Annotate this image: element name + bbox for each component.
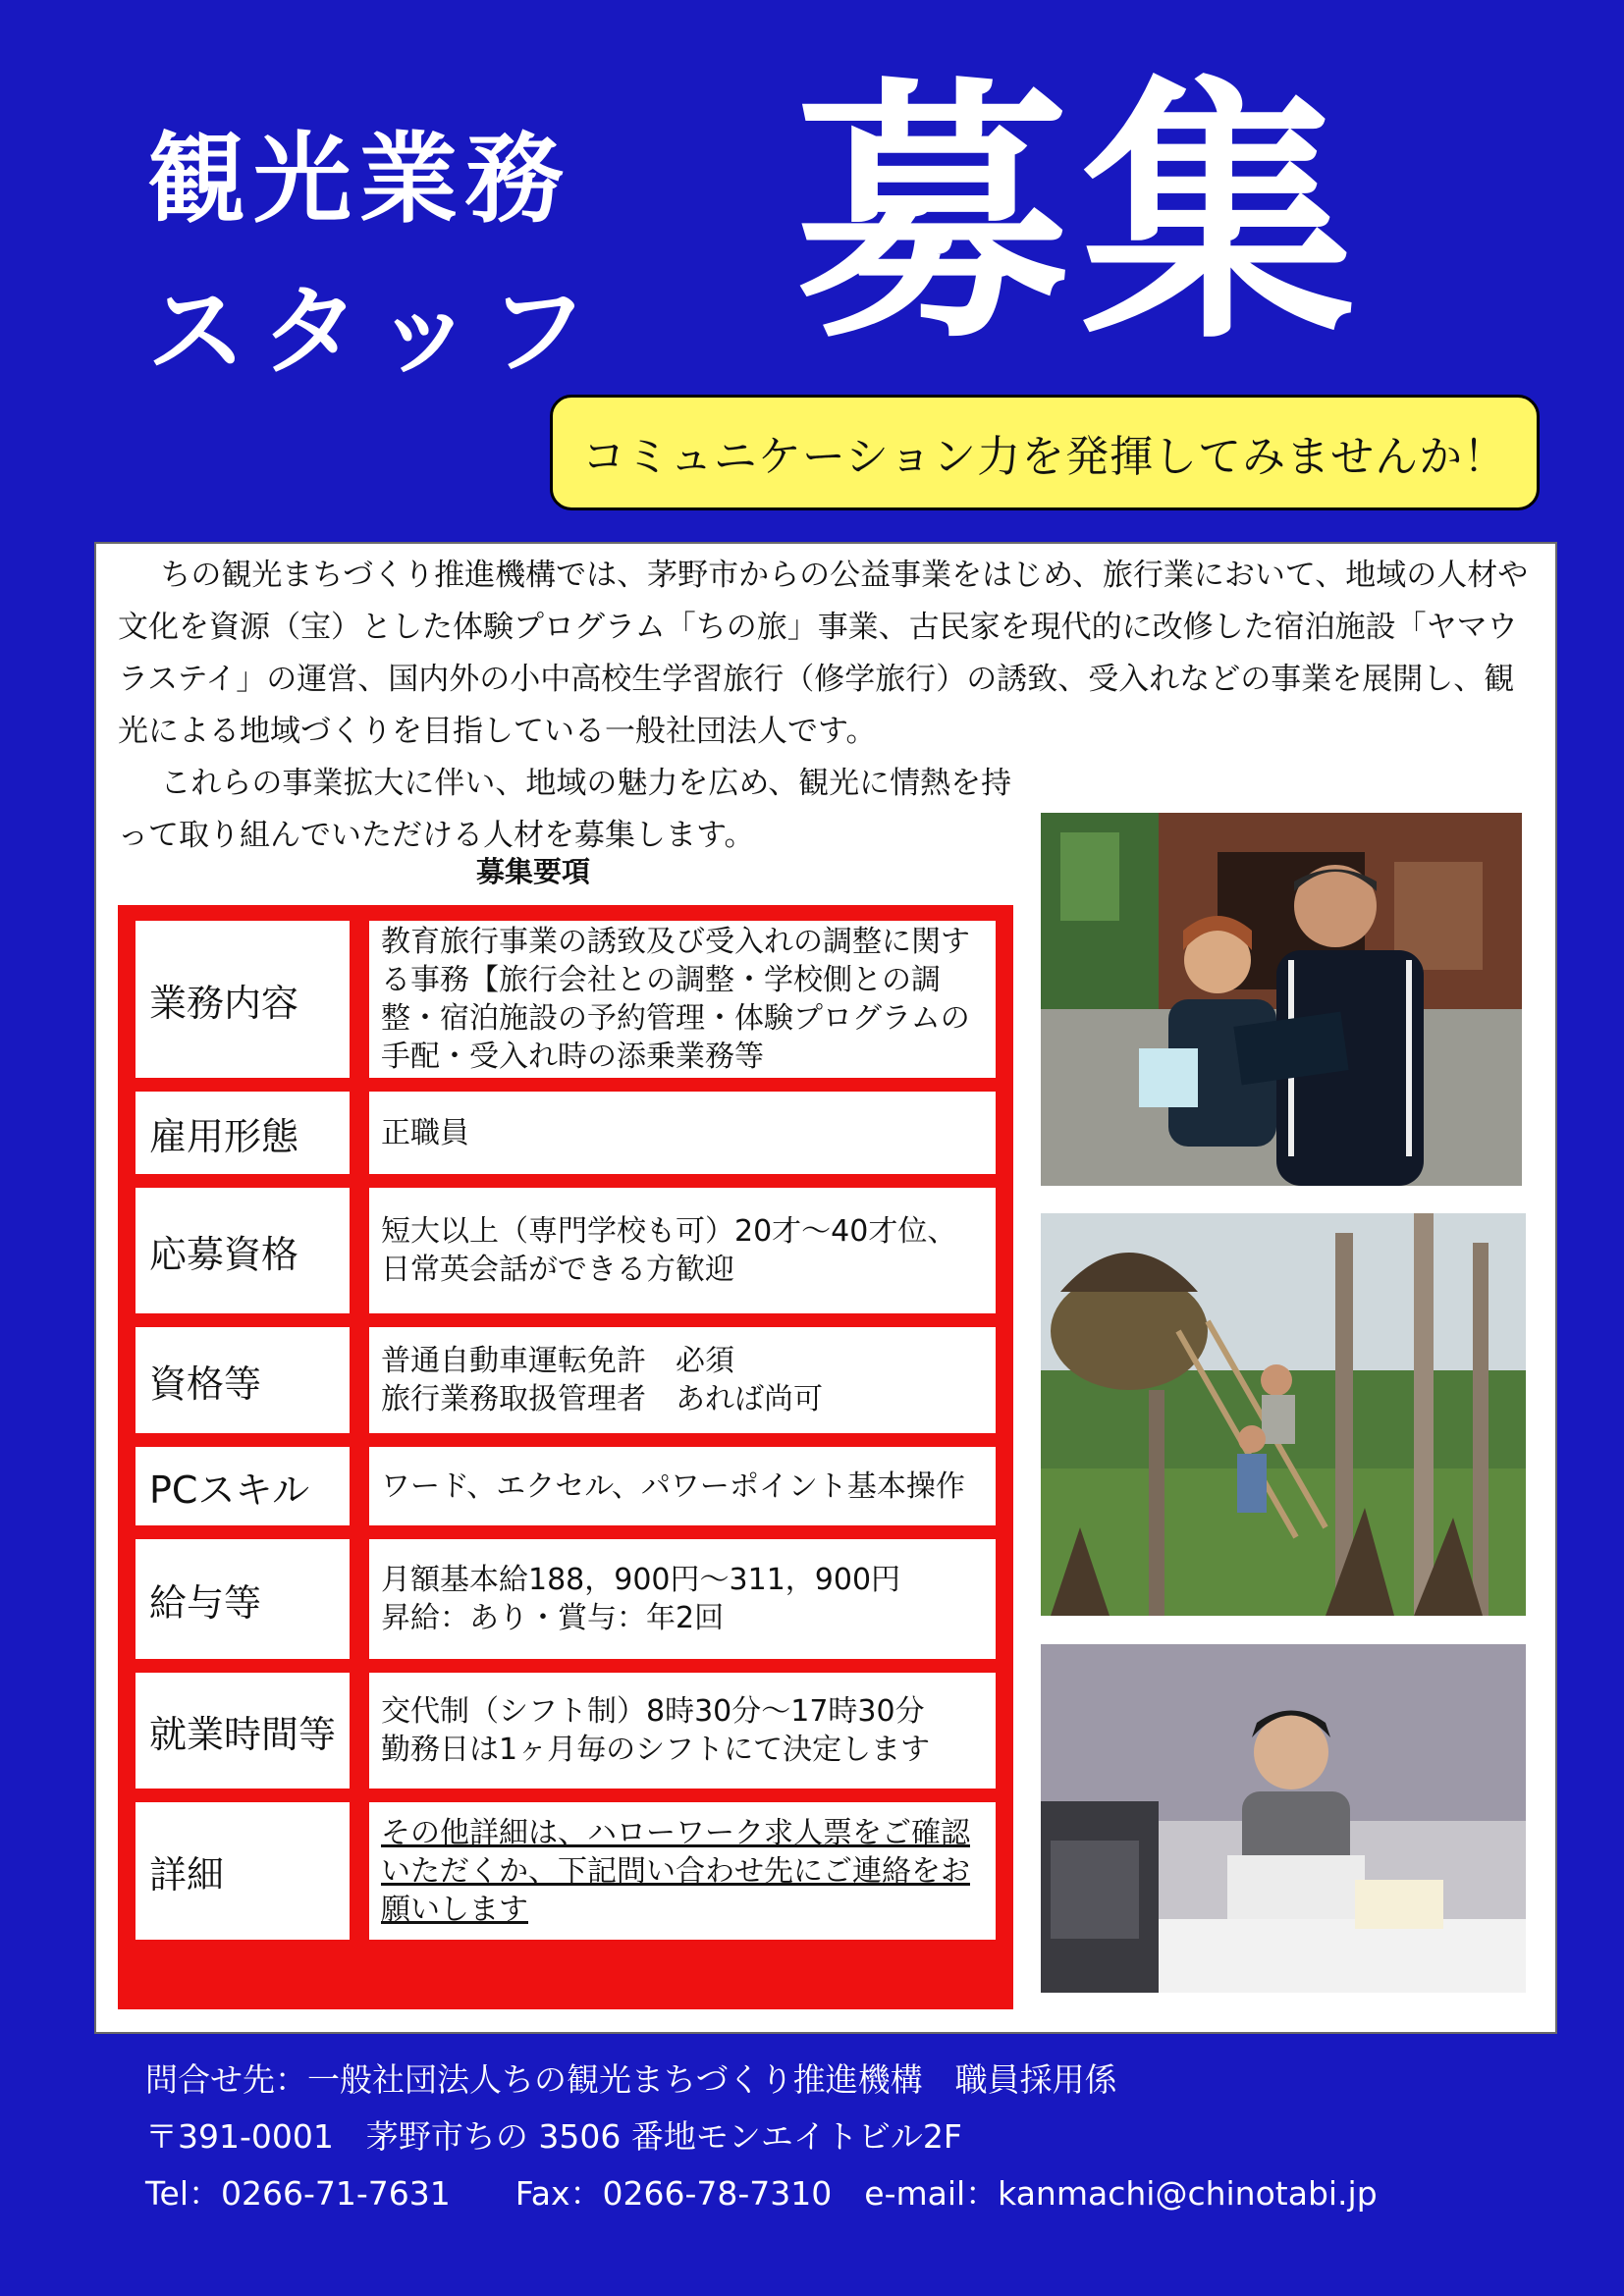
intro-paragraph-2: これらの事業拡大に伴い、地域の魅力を広め、観光に情熱を持って取り組んでいただける人材を募集します。 <box>118 766 1012 853</box>
job-title-line2: スタッフ <box>147 274 603 389</box>
row-value: 短大以上（専門学校も可）20才～40才位、日常英会話ができる方歓迎 <box>369 1188 996 1313</box>
row-value: 交代制（シフト制）8時30分～17時30分 勤務日は1ヶ月毎のシフトにて決定します <box>369 1673 996 1789</box>
table-row <box>135 1092 996 1174</box>
row-label: PCスキル <box>135 1447 350 1525</box>
table-row <box>135 1673 996 1789</box>
row-label: 給与等 <box>135 1539 350 1659</box>
row-label: 資格等 <box>135 1327 350 1433</box>
row-value: 月額基本給188，900円～311，900円 昇給：あり・賞与：年2回 <box>369 1539 996 1659</box>
table-row <box>135 1802 996 1940</box>
row-label: 応募資格 <box>135 1188 350 1313</box>
catchphrase-box <box>550 395 1540 510</box>
job-title-line1: 観光業務 <box>147 122 571 237</box>
row-label: 業務内容 <box>135 921 350 1078</box>
contact-phone-fax-email: Tel：0266-71-7631 Fax：0266-78-7310 e-mail：kanmachi@chinotabi.jp <box>145 2174 1378 2213</box>
row-value: 正職員 <box>369 1092 996 1174</box>
table-row <box>135 1447 996 1525</box>
row-label: 就業時間等 <box>135 1673 350 1789</box>
contact-info <box>145 2052 1378 2222</box>
contact-organization: 問合せ先：一般社団法人ちの観光まちづくり推進機構 職員採用係 <box>145 2060 1117 2099</box>
contact-address: 〒391-0001 茅野市ちの 3506 番地モンエイトビル2F <box>145 2117 962 2156</box>
table-row <box>135 1188 996 1313</box>
job-title <box>147 123 603 388</box>
intro-paragraph-1: ちの観光まちづくり推進機構では、茅野市からの公益事業をはじめ、旅行業において、地域の人材や文化を資源（宝）とした体験プログラム「ちの旅」事業、古民家を現代的に改修した宿泊施設「ヤマウラステイ」の運営、国内外の小中高校生学習旅行（修学旅行）の誘致、受入れなどの事業を展開し、観光による地域づくりを目指している一般社団法人です。 <box>118 558 1529 749</box>
table-row <box>135 921 996 1078</box>
headline: 募集 <box>795 56 1365 376</box>
row-label: 詳細 <box>135 1802 350 1940</box>
row-label: 雇用形態 <box>135 1092 350 1174</box>
row-value: 教育旅行事業の誘致及び受入れの調整に関する事務【旅行会社との調整・学校側との調整・宿泊施設の予約管理・体験プログラムの手配・受入れ時の添乗業務等 <box>369 921 996 1078</box>
catchphrase: コミュニケーション力を発揮してみませんか！ <box>581 432 1508 482</box>
photo-staff-meeting <box>1041 813 1522 1186</box>
table-row <box>135 1327 996 1433</box>
requirements-title: 募集要項 <box>476 855 591 888</box>
row-value: その他詳細は、ハローワーク求人票をご確認いただくか、下記問い合わせ先にご連絡をお願いします <box>369 1802 996 1940</box>
table-row <box>135 1539 996 1659</box>
photo-tree-house <box>1041 1213 1526 1616</box>
photo-presentation <box>1041 1644 1526 1993</box>
row-value: 普通自動車運転免許 必須 旅行業務取扱管理者 あれば尚可 <box>369 1327 996 1433</box>
requirements-table <box>118 905 1013 2009</box>
row-value: ワード、エクセル、パワーポイント基本操作 <box>369 1447 996 1525</box>
